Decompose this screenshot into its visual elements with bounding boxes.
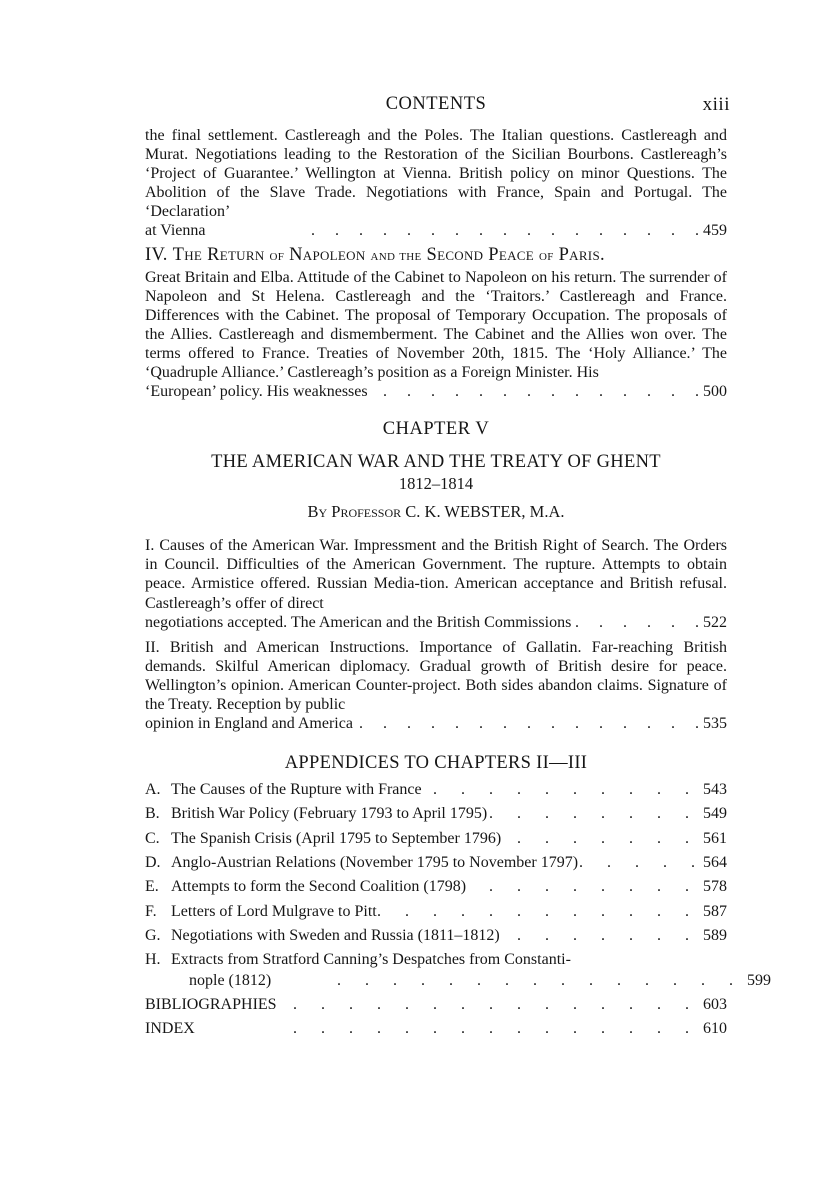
appendix-item-f xyxy=(145,902,727,922)
entry-page-number: 535 xyxy=(703,715,727,733)
index-title: INDEX xyxy=(145,1020,195,1038)
appendix-page: 561 xyxy=(703,829,727,847)
dot-leader xyxy=(466,877,695,897)
entry-last-line-text: negotiations accepted. The American and the British Commissions xyxy=(145,613,572,631)
appendix-title-continuation-line xyxy=(145,971,771,991)
appendix-letter: F. xyxy=(145,902,157,920)
section-numeral: IV. xyxy=(145,244,168,265)
entry-last-line-text: at Vienna xyxy=(145,222,206,240)
section-title-part: The Return xyxy=(172,244,265,265)
section-heading xyxy=(145,245,727,266)
bibliographies-page: 603 xyxy=(703,995,727,1013)
appendices-heading: APPENDICES TO CHAPTERS II—III xyxy=(284,753,588,774)
running-head xyxy=(145,92,730,126)
chapter-label: CHAPTER V xyxy=(382,419,490,440)
appendix-title: Attempts to form the Second Coalition (1798) xyxy=(171,878,467,896)
author-prefix: By Professor xyxy=(307,502,402,522)
dot-leader xyxy=(422,780,695,800)
appendix-item-c xyxy=(145,829,727,849)
section-title-part: of xyxy=(538,247,554,264)
index-entry xyxy=(145,1019,727,1039)
appendix-letter: G. xyxy=(145,926,161,944)
page xyxy=(145,92,771,1043)
appendix-page: 543 xyxy=(703,781,727,799)
dot-leader xyxy=(487,804,695,824)
chapter-years: 1812–1814 xyxy=(398,474,474,494)
entry-last-line xyxy=(145,382,727,401)
toc-entry-section-4 xyxy=(145,245,727,402)
appendix-item-d xyxy=(145,853,727,873)
appendix-page: 564 xyxy=(703,854,727,872)
page-number: xiii xyxy=(702,94,730,115)
appendix-title: The Causes of the Rupture with France xyxy=(171,781,422,799)
appendix-letter: H. xyxy=(145,951,161,969)
appendix-page: 578 xyxy=(703,878,727,896)
dot-leader xyxy=(277,995,695,1015)
appendix-item-g xyxy=(145,926,727,946)
dot-leader xyxy=(271,971,739,991)
appendix-title: Letters of Lord Mulgrave to Pitt xyxy=(171,902,377,920)
appendix-item-a xyxy=(145,780,727,800)
entry-summary: II. British and American Instructions. Importance of Gallatin. Far-reaching British demands. Skilful American diplomacy. Gradual growth of British desire for peace. Wellington’s opinion. American Counter-project. Both sides abandon claims. Signature of the Treaty. Reception by public xyxy=(145,638,727,713)
appendix-page: 587 xyxy=(703,902,727,920)
appendix-page: 599 xyxy=(747,971,771,989)
appendix-page: 549 xyxy=(703,805,727,823)
appendix-title: The Spanish Crisis (April 1795 to September 1796) xyxy=(171,829,502,847)
entry-last-line-text: opinion in England and America xyxy=(145,715,353,733)
bibliographies-entry xyxy=(145,995,727,1015)
toc-entry-section-3-continuation xyxy=(145,126,727,241)
appendix-item-h xyxy=(145,950,771,991)
section-title-part: of xyxy=(269,247,285,264)
dot-leader xyxy=(353,714,703,733)
appendix-title: British War Policy (February 1793 to April 1795) xyxy=(171,805,488,823)
appendix-title: Anglo-Austrian Relations (November 1795 to November 1797) xyxy=(171,854,579,872)
appendix-title-continuation: nople (1812) xyxy=(189,971,272,989)
appendix-title: Negotiations with Sweden and Russia (1811–1812) xyxy=(171,926,500,944)
running-head-title: CONTENTS xyxy=(385,94,487,114)
section-title-part: Paris. xyxy=(558,244,605,265)
dot-leader xyxy=(195,1019,695,1039)
appendix-letter: C. xyxy=(145,829,160,847)
dot-leader xyxy=(578,853,695,873)
entry-last-line xyxy=(145,221,727,240)
chapter-author xyxy=(145,502,727,522)
section-title-part: and the xyxy=(370,247,422,264)
appendix-letter: E. xyxy=(145,878,159,896)
dot-leader xyxy=(501,829,695,849)
entry-summary: the final settlement. Castlereagh and the Poles. The Italian questions. Castlereagh and Murat. Negotiations leading to the Restoration of the Sicilian Bourbons. Castlereagh’s ‘Project of Guarantee.’ Wellington at Vienna. British policy on minor Questions. The Abolition of the Slave Trade. Negotiations with France, Spain and Portugal. The ‘Declaration’ xyxy=(145,127,727,221)
author-name: C. K. WEBSTER, M.A. xyxy=(405,502,565,522)
appendix-item-b xyxy=(145,804,727,824)
appendix-letter: A. xyxy=(145,781,161,799)
entry-summary: Great Britain and Elba. Attitude of the Cabinet to Napoleon on his return. The surrender of Napoleon and St Helena. Castlereagh and the ‘Traitors.’ Castlereagh and France. Differences with the Cabinet. The proposal of Temporary Occupation. The proposals of the Allies. Castlereagh and dismemberment. The Cabinet and the Allies won over. The terms offered to France. Treaties of November 20th, 1815. The ‘Holy Alliance.’ The ‘Quadruple Alliance.’ Castlereagh’s position as a Foreign Minister. His xyxy=(145,268,727,382)
entry-last-line-text: ‘European’ policy. His weaknesses xyxy=(145,383,368,401)
entry-page-number: 522 xyxy=(703,613,727,631)
dot-leader xyxy=(500,926,695,946)
appendix-letter: B. xyxy=(145,805,160,823)
entry-last-line xyxy=(145,613,727,632)
appendix-item-e xyxy=(145,877,727,897)
bibliographies-title: BIBLIOGRAPHIES xyxy=(145,995,277,1013)
entry-summary: I. Causes of the American War. Impressment and the British Right of Search. The Orders in Council. Difficulties of the American Government. The rupture. Attempts to obtain peace. Armistice offered. Russian Media-tion. American acceptance and British refusal. Castlereagh’s offer of direct xyxy=(145,537,727,612)
chapter-title: THE AMERICAN WAR AND THE TREATY OF GHENT xyxy=(211,452,661,473)
index-page: 610 xyxy=(703,1020,727,1038)
entry-page-number: 500 xyxy=(703,383,727,401)
appendix-page: 589 xyxy=(703,926,727,944)
appendix-letter: D. xyxy=(145,854,161,872)
dot-leader xyxy=(368,382,703,401)
toc-entry-chapter5-section-2 xyxy=(145,638,727,733)
appendix-title: Extracts from Stratford Canning’s Despatches from Constanti- xyxy=(171,951,571,969)
section-title-part: Second Peace xyxy=(426,244,535,265)
section-title-part: Napoleon xyxy=(289,244,366,265)
dot-leader xyxy=(377,902,695,922)
entry-page-number: 459 xyxy=(703,222,727,240)
appendix-list xyxy=(145,780,771,1039)
entry-last-line xyxy=(145,714,727,733)
dot-leader xyxy=(571,613,703,632)
toc-entry-chapter5-section-1 xyxy=(145,536,727,631)
dot-leader xyxy=(206,221,704,240)
